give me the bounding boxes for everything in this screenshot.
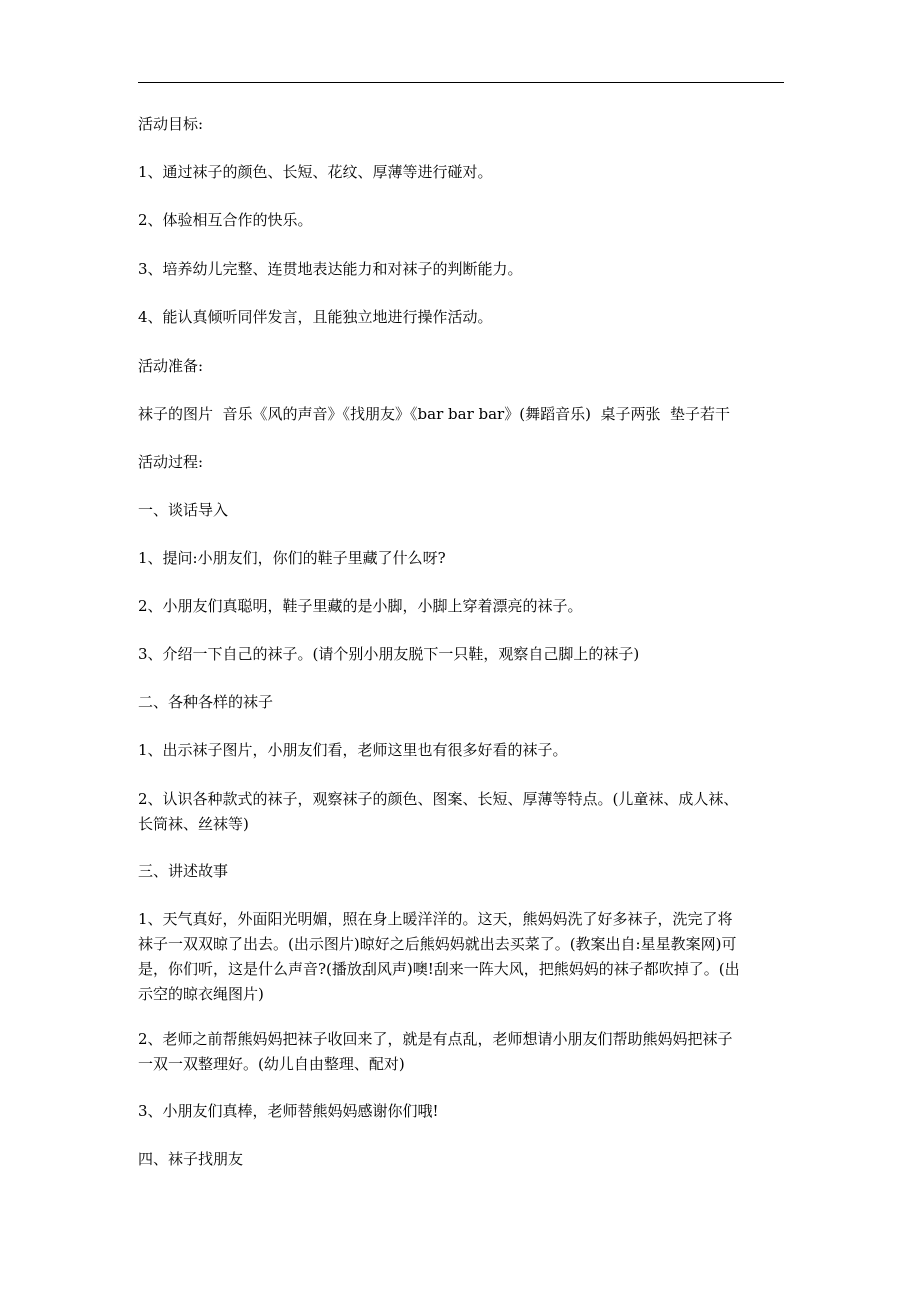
part-heading-2: 二、各种各样的袜子 bbox=[138, 693, 274, 711]
header-rule bbox=[138, 82, 784, 83]
goal-item-3: 3、培养幼儿完整、连贯地表达能力和对袜子的判断能力。 bbox=[138, 260, 523, 278]
preparation-materials: 袜子的图片 音乐《风的声音》《找朋友》《bar bar bar》(舞蹈音乐) 桌子两张 垫子若干 bbox=[138, 405, 730, 423]
part2-item-1: 1、出示袜子图片，小朋友们看，老师这里也有很多好看的袜子。 bbox=[138, 741, 568, 759]
part-heading-3: 三、讲述故事 bbox=[138, 862, 229, 880]
part-heading-1: 一、谈话导入 bbox=[138, 501, 229, 519]
part1-item-2: 2、小朋友们真聪明，鞋子里藏的是小脚，小脚上穿着漂亮的袜子。 bbox=[138, 597, 583, 615]
part1-item-3: 3、介绍一下自己的袜子。(请个别小朋友脱下一只鞋，观察自己脚上的袜子) bbox=[138, 645, 640, 663]
section-heading-process: 活动过程: bbox=[138, 453, 204, 471]
goal-item-4: 4、能认真倾听同伴发言，且能独立地进行操作活动。 bbox=[138, 308, 493, 326]
part2-item-2: 2、认识各种款式的袜子，观察袜子的颜色、图案、长短、厚薄等特点。(儿童袜、成人袜、 长筒袜、丝袜等) bbox=[138, 790, 739, 833]
part3-item-2: 2、老师之前帮熊妈妈把袜子收回来了，就是有点乱，老师想请小朋友们帮助熊妈妈把袜子 一双一双整理好。(幼儿自由整理、配对) bbox=[138, 1030, 733, 1073]
goal-item-2: 2、体验相互合作的快乐。 bbox=[138, 211, 313, 229]
part3-item-3: 3、小朋友们真棒，老师替熊妈妈感谢你们哦! bbox=[138, 1102, 439, 1120]
section-heading-preparation: 活动准备: bbox=[138, 357, 204, 375]
section-heading-goals: 活动目标: bbox=[138, 115, 204, 133]
part1-item-1: 1、提问:小朋友们，你们的鞋子里藏了什么呀? bbox=[138, 549, 446, 567]
goal-item-1: 1、通过袜子的颜色、长短、花纹、厚薄等进行碰对。 bbox=[138, 163, 493, 181]
part3-item-1: 1、天气真好，外面阳光明媚，照在身上暖洋洋的。这天，熊妈妈洗了好多袜子，洗完了将 袜子一双双晾了出去。(出示图片)晾好之后熊妈妈就出去买菜了。(教案出自:星星教案网)可 是，你们听，这是什么声音?(播放刮风声)噢!刮来一阵大风，把熊妈妈的袜子都吹掉了。(出 示空的晾衣绳图片) bbox=[138, 910, 740, 1003]
part-heading-4: 四、袜子找朋友 bbox=[138, 1150, 244, 1168]
